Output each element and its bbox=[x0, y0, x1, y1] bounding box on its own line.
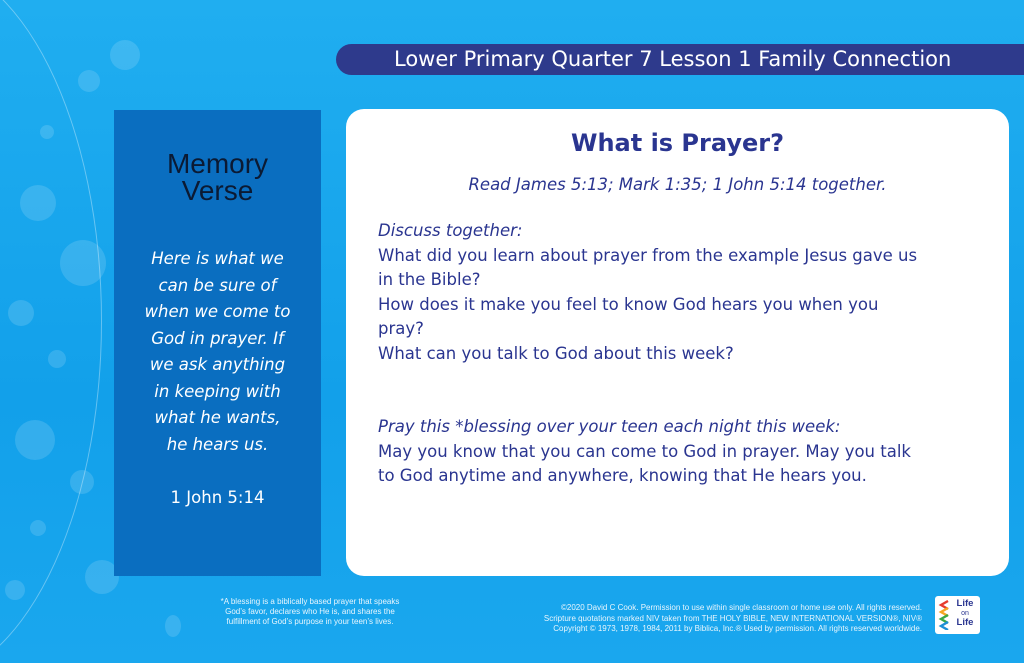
lesson-header-title: Lower Primary Quarter 7 Lesson 1 Family Connection bbox=[394, 47, 952, 71]
pray-lead: Pray this *blessing over your teen each night this week: bbox=[378, 417, 841, 436]
verse-line: we ask anything bbox=[149, 355, 286, 374]
verse-line: God in prayer. If bbox=[151, 328, 284, 348]
lesson-card bbox=[346, 109, 1009, 576]
reading-instruction: Read James 5:13; Mark 1:35; 1 John 5:14 together. bbox=[468, 175, 887, 194]
copyright-line: Scripture quotations marked NIV taken from THE HOLY BIBLE, NEW INTERNATIONAL VERSION®, NIV® bbox=[543, 613, 922, 623]
verse-line: Here is what we bbox=[151, 249, 284, 268]
verse-line: in keeping with bbox=[154, 381, 281, 401]
lesson-header-bar bbox=[336, 44, 1024, 75]
memory-verse-panel bbox=[114, 110, 321, 576]
discuss-lead: Discuss together: bbox=[378, 221, 523, 240]
pray-line: to God anytime and anywhere, knowing that He hears you. bbox=[378, 466, 867, 485]
discuss-section bbox=[378, 219, 988, 366]
footnote-line: God’s favor, declares who He is, and shares the bbox=[225, 607, 395, 616]
discuss-line: What did you learn about prayer from the example Jesus gave us bbox=[378, 245, 918, 265]
discuss-line: What can you talk to God about this week? bbox=[378, 343, 734, 363]
memory-verse-heading-line: Verse bbox=[181, 175, 254, 206]
memory-verse-text bbox=[126, 246, 309, 458]
footnote-line: *A blessing is a biblically based prayer that speaks bbox=[220, 597, 400, 606]
verse-line: can be sure of bbox=[158, 275, 277, 295]
logo-text-line: on bbox=[961, 610, 969, 617]
chevron-stack-icon bbox=[938, 600, 950, 630]
arc-decoration bbox=[0, 0, 102, 663]
verse-line: he hears us. bbox=[166, 434, 269, 454]
copyright-line: ©2020 David C Cook. Permission to use within single classroom or home use only. All rights reserved. bbox=[560, 603, 922, 612]
memory-verse-reference: 1 John 5:14 bbox=[170, 488, 265, 507]
verse-line: what he wants, bbox=[154, 408, 281, 427]
discuss-line: in the Bible? bbox=[378, 270, 481, 289]
bubble-decoration bbox=[78, 70, 100, 92]
card-title: What is Prayer? bbox=[570, 129, 784, 157]
logo-text-line: Life bbox=[956, 598, 974, 609]
logo-text bbox=[951, 599, 979, 628]
blessing-footnote bbox=[196, 597, 424, 627]
pray-line: May you know that you can come to God in prayer. May you talk bbox=[378, 441, 911, 461]
bubble-decoration bbox=[165, 615, 181, 637]
verse-line: when we come to bbox=[144, 302, 291, 321]
copyright-line: Copyright © 1973, 1978, 1984, 2011 by Biblica, Inc.® Used by permission. All rights reserved worldwide. bbox=[553, 624, 922, 633]
discuss-line: pray? bbox=[378, 319, 424, 338]
bubble-decoration bbox=[110, 40, 140, 70]
pray-section bbox=[378, 415, 988, 489]
discuss-line: How does it make you feel to know God hears you when you bbox=[378, 294, 879, 314]
footnote-line: fulfillment of God’s purpose in your teen’s lives. bbox=[226, 617, 394, 626]
memory-verse-heading bbox=[114, 150, 321, 204]
memory-verse-heading-line: Memory bbox=[166, 148, 269, 179]
copyright-notice bbox=[450, 603, 922, 635]
life-on-life-logo bbox=[935, 596, 980, 634]
logo-text-line: Life bbox=[956, 617, 974, 628]
